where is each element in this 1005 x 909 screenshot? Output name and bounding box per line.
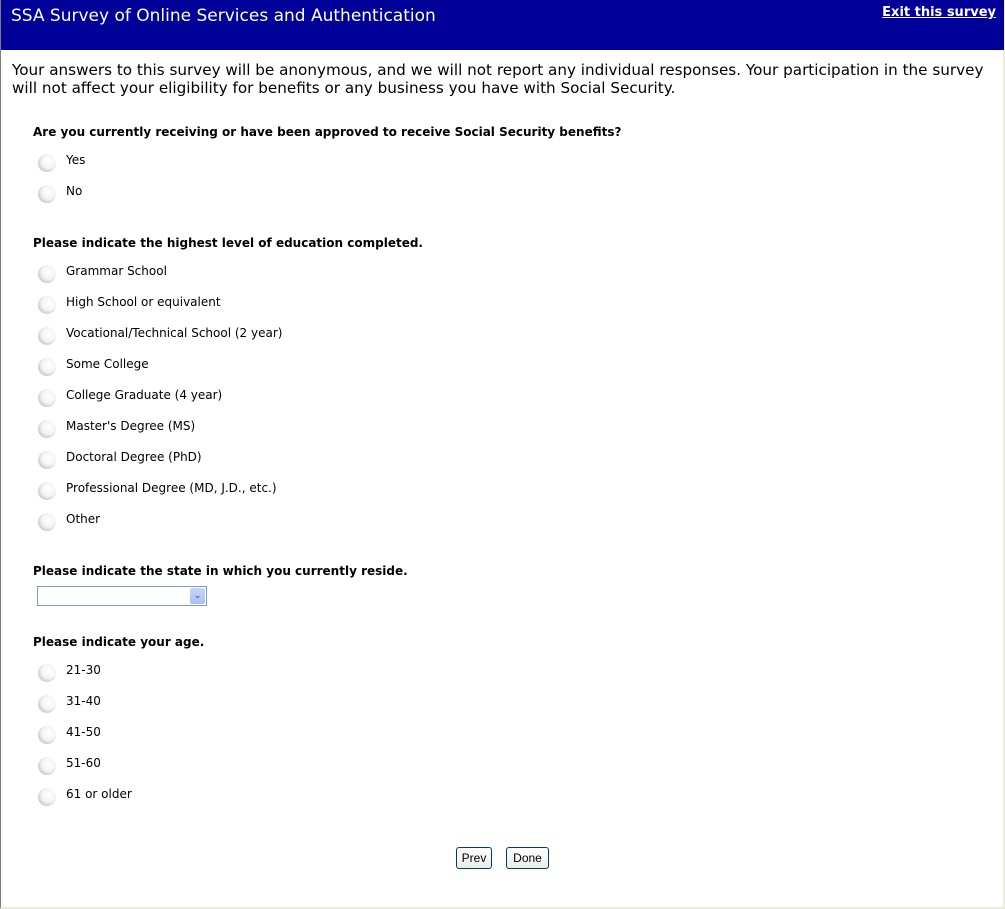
radio-button[interactable]	[38, 327, 56, 345]
radio-label: 41-50	[66, 725, 101, 739]
radio-label: College Graduate (4 year)	[66, 388, 223, 402]
radio-label: Professional Degree (MD, J.D., etc.)	[66, 481, 277, 495]
radio-option[interactable]	[38, 416, 195, 436]
radio-button[interactable]	[38, 664, 56, 682]
radio-label: Other	[66, 512, 101, 526]
radio-label: 31-40	[66, 694, 101, 708]
radio-label: Doctoral Degree (PhD)	[66, 450, 202, 464]
radio-button[interactable]	[38, 358, 56, 376]
prev-button[interactable]: Prev	[456, 847, 492, 869]
question-state: Please indicate the state in which you currently reside.	[33, 564, 408, 578]
radio-button[interactable]	[38, 482, 56, 500]
exit-survey-link[interactable]: Exit this survey	[882, 5, 996, 20]
question-age: Please indicate your age.	[33, 635, 205, 649]
survey-title: SSA Survey of Online Services and Authentication	[11, 6, 436, 26]
radio-label: 51-60	[66, 756, 101, 770]
radio-option[interactable]	[38, 150, 85, 170]
state-select[interactable]	[37, 586, 207, 606]
radio-label: Yes	[66, 153, 86, 167]
question-education: Please indicate the highest level of education completed.	[33, 236, 423, 250]
intro-text: Your answers to this survey will be anonymous, and we will not report any individual responses. Your participation in the survey will not affect your eligibility for benefits or any business you have with Social Security.	[12, 61, 984, 97]
radio-option[interactable]	[38, 292, 221, 312]
radio-button[interactable]	[38, 513, 56, 531]
radio-label: High School or equivalent	[66, 295, 221, 309]
radio-label: No	[66, 184, 83, 198]
radio-button[interactable]	[38, 154, 56, 172]
radio-option[interactable]	[38, 691, 101, 711]
radio-button[interactable]	[38, 296, 56, 314]
radio-button[interactable]	[38, 788, 56, 806]
radio-label: Grammar School	[66, 264, 167, 278]
radio-option[interactable]	[38, 784, 132, 804]
radio-label: 21-30	[66, 663, 101, 677]
survey-header	[1, 0, 1004, 50]
radio-option[interactable]	[38, 447, 202, 467]
radio-button[interactable]	[38, 420, 56, 438]
radio-label: Vocational/Technical School (2 year)	[66, 326, 283, 340]
radio-button[interactable]	[38, 757, 56, 775]
radio-button[interactable]	[38, 265, 56, 283]
radio-button[interactable]	[38, 726, 56, 744]
radio-button[interactable]	[38, 389, 56, 407]
radio-label: Some College	[66, 357, 149, 371]
radio-option[interactable]	[38, 753, 101, 773]
radio-option[interactable]	[38, 385, 222, 405]
radio-option[interactable]	[38, 722, 101, 742]
radio-button[interactable]	[38, 695, 56, 713]
radio-option[interactable]	[38, 181, 82, 201]
radio-option[interactable]	[38, 354, 149, 374]
radio-label: 61 or older	[66, 787, 132, 801]
radio-option[interactable]	[38, 509, 100, 529]
radio-option[interactable]	[38, 261, 167, 281]
radio-option[interactable]	[38, 660, 101, 680]
radio-label: Master's Degree (MS)	[66, 419, 196, 433]
radio-button[interactable]	[38, 185, 56, 203]
done-button[interactable]: Done	[506, 847, 549, 869]
question-benefits: Are you currently receiving or have been approved to receive Social Security benefits?	[33, 125, 622, 139]
chevron-down-icon[interactable]: ⌄	[190, 588, 205, 604]
radio-option[interactable]	[38, 478, 277, 498]
radio-button[interactable]	[38, 451, 56, 469]
radio-option[interactable]	[38, 323, 282, 343]
